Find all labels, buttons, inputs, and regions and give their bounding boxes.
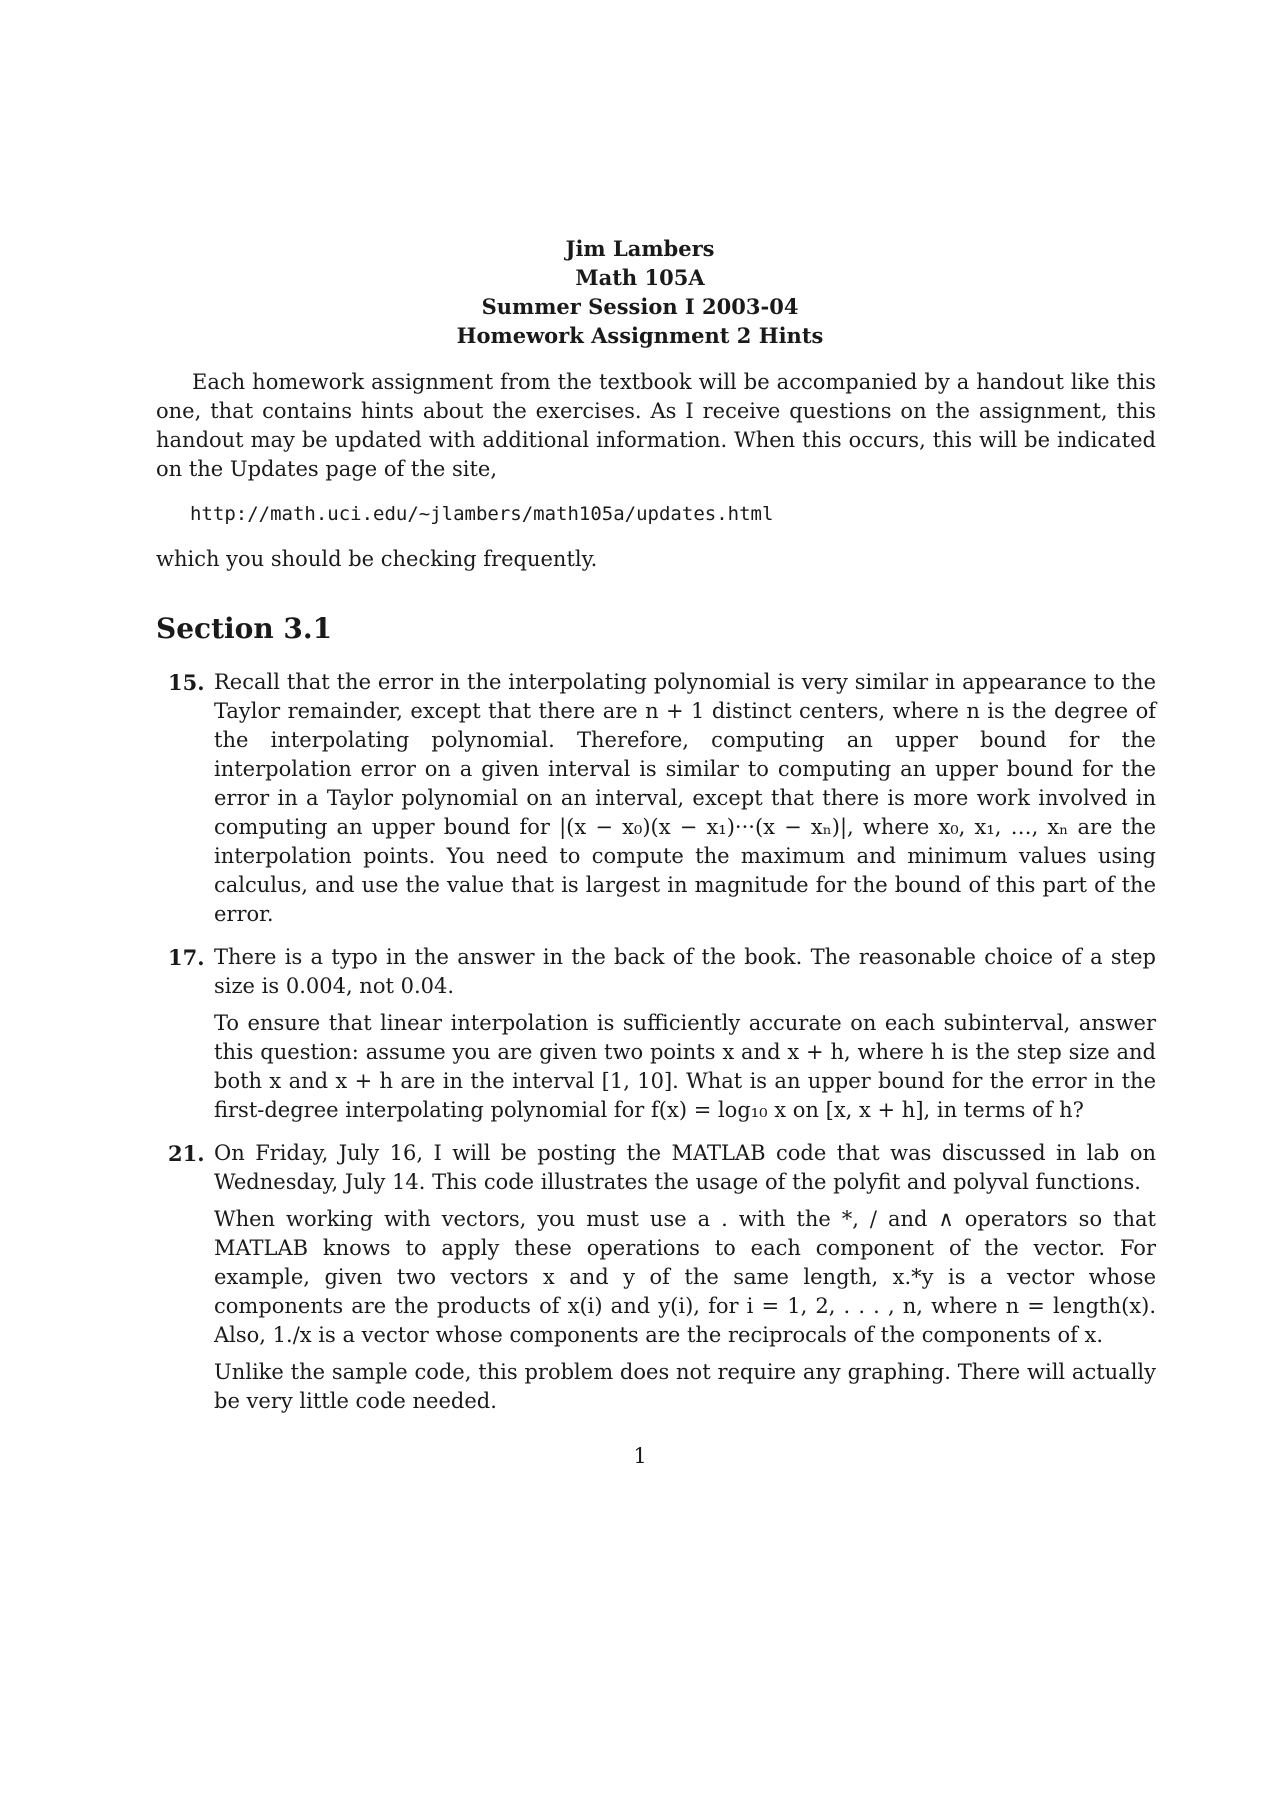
course-name: Math 105A (575, 265, 705, 290)
intro-closing-text: which you should be checking frequently. (156, 547, 598, 571)
page-number: 1 (633, 1444, 647, 1468)
problem-number: 21. (168, 1141, 205, 1166)
problem-paragraph: On Friday, July 16, I will be posting the MATLAB code that was discussed in lab on Wednesday, July 14. This code illustrates the usage of the polyfit and polyval functions. (214, 1141, 1156, 1194)
problem-21 (156, 1139, 1156, 1416)
problem-paragraph: Recall that the error in the interpolating polynomial is very similar in appearance to the Taylor remainder, except that there are n + 1 distinct centers, where n is the degree of the interpolating polynomial. Therefore, computing an upper bound for the interpolation error on a given interval is similar to computing an upper bound for the error in a Taylor polynomial on an interval, except that there is more work involved in computing an upper bound for |(x − x₀)(x − x₁)···(x − xₙ)|, where x₀, x₁, …, xₙ are the interpolation points. You need to compute the maximum and minimum values using calculus, and use the value that is largest in magnitude for the bound of this part of the error. (214, 670, 1156, 926)
problem-paragraph: To ensure that linear interpolation is sufficiently accurate on each subinterval, answer this question: assume you are given two points x and x + h, where h is the step size and both x and x + h are in the interval [1, 10]. What is an upper bound for the error in the first-degree interpolating polynomial for f(x) = log₁₀ x on [x, x + h], in terms of h? (214, 1011, 1156, 1122)
problem-17 (156, 943, 1156, 1125)
problem-paragraph: There is a typo in the answer in the back of the book. The reasonable choice of a step size is 0.004, not 0.04. (214, 945, 1156, 998)
term-name: Summer Session I 2003-04 (481, 294, 799, 319)
author-name: Jim Lambers (565, 236, 715, 261)
intro-paragraph: Each homework assignment from the textbook will be accompanied by a handout like this one, that contains hints about the exercises. As I receive questions on the assignment, this handout may be updated with additional information. When this occurs, this will be indicated on the Updates page of the site, (156, 370, 1156, 481)
problem-paragraph: When working with vectors, you must use a . with the *, / and ∧ operators so that MATLAB knows to apply these operations to each component of the vector. For example, given two vectors x and y of the same length, x.*y is a vector whose components are the products of x(i) and y(i), for i = 1, 2, . . . , n, where n = length(x). Also, 1./x is a vector whose components are the reciprocals of the components of x. (214, 1207, 1156, 1347)
section-title: Section 3.1 (156, 612, 333, 645)
document-header (0, 234, 1280, 350)
problem-list (156, 668, 1156, 1430)
problem-paragraph: Unlike the sample code, this problem does not require any graphing. There will actually be very little code needed. (214, 1360, 1156, 1413)
problem-number: 17. (168, 945, 205, 970)
problem-15 (156, 668, 1156, 929)
updates-url-link[interactable]: http://math.uci.edu/~jlambers/math105a/updates.html (190, 503, 774, 525)
document-title: Homework Assignment 2 Hints (456, 323, 824, 348)
problem-number: 15. (168, 670, 205, 695)
